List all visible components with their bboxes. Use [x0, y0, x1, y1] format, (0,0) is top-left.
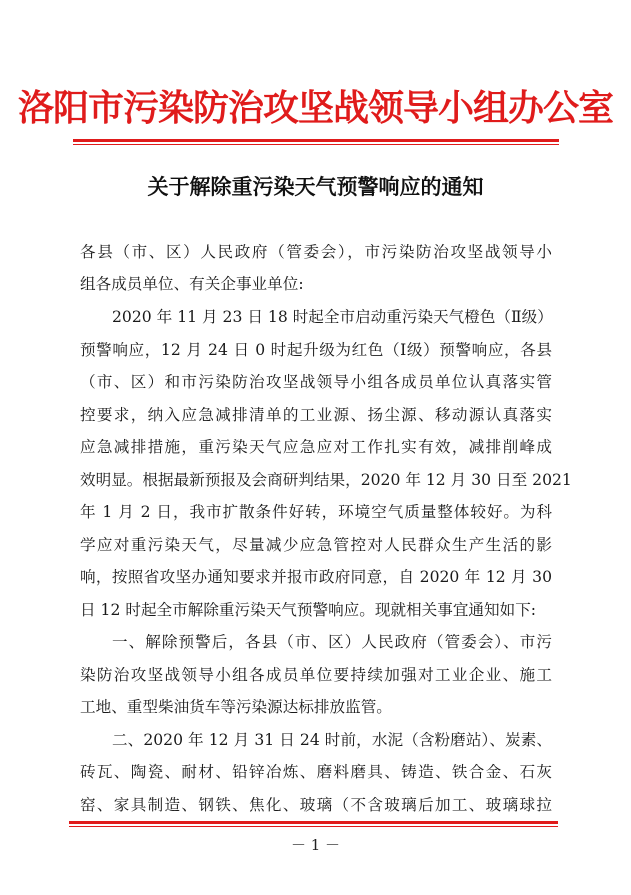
body-line: 控要求，纳入应急减排清单的工业源、扬尘源、移动源认真落实: [80, 406, 552, 424]
body-line: （市、区）和市污染防治攻坚战领导小组各成员单位认真落实管: [80, 373, 552, 391]
body-line: 砖瓦、陶瓷、耐材、铅锌冶炼、磨料磨具、铸造、铁合金、石灰: [80, 763, 552, 781]
body-line: 预警响应，12 月 24 日 0 时起升级为红色（Ⅰ级）预警响应，各县: [80, 341, 552, 359]
body-line: 组各成员单位、有关企事业单位:: [80, 275, 304, 293]
body-line: 2020 年 11 月 23 日 18 时起全市启动重污染天气橙色（Ⅱ级）: [112, 308, 553, 326]
body-line: 学应对重污染天气，尽量减少应急管控对人民群众生产生活的影: [80, 536, 552, 554]
document-title: 关于解除重污染天气预警响应的通知: [147, 174, 484, 199]
header-red-rule-thin: [73, 144, 559, 145]
organization-header: 洛阳市污染防治攻坚战领导小组办公室: [17, 87, 613, 129]
body-line: 响，按照省攻坚办通知要求并报市政府同意，自 2020 年 12 月 30: [80, 568, 552, 586]
body-line: 窑、家具制造、钢铁、焦化、玻璃（不含玻璃后加工、玻璃球拉: [80, 796, 552, 814]
body-line: 二、2020 年 12 月 31 日 24 时前，水泥（含粉磨站）、炭素、: [112, 731, 552, 749]
body-line: 效明显。根据最新预报及会商研判结果，2020 年 12 月 30 日至 2021: [80, 471, 572, 489]
footer-red-rule-thin: [69, 826, 558, 827]
body-line: 应急减排措施，重污染天气应急应对工作扎实有效，减排削峰成: [80, 438, 552, 456]
body-line: 染防治攻坚战领导小组各成员单位要持续加强对工业企业、施工: [80, 666, 552, 684]
footer-red-rule: [69, 821, 558, 824]
body-line: 工地、重型柴油货车等污染源达标排放监管。: [80, 698, 392, 716]
body-line: 年 1 月 2 日，我市扩散条件好转，环境空气质量整体较好。为科: [80, 503, 552, 521]
body-line: 一、解除预警后，各县（市、区）人民政府（管委会）、市污: [112, 633, 552, 651]
body-line: 日 12 时起全市解除重污染天气预警响应。现就相关事宜通知如下:: [80, 601, 537, 619]
body-line: 各县（市、区）人民政府（管委会），市污染防治攻坚战领导小: [80, 243, 552, 261]
page-number: － 1 －: [290, 836, 341, 854]
header-red-rule: [73, 139, 559, 142]
